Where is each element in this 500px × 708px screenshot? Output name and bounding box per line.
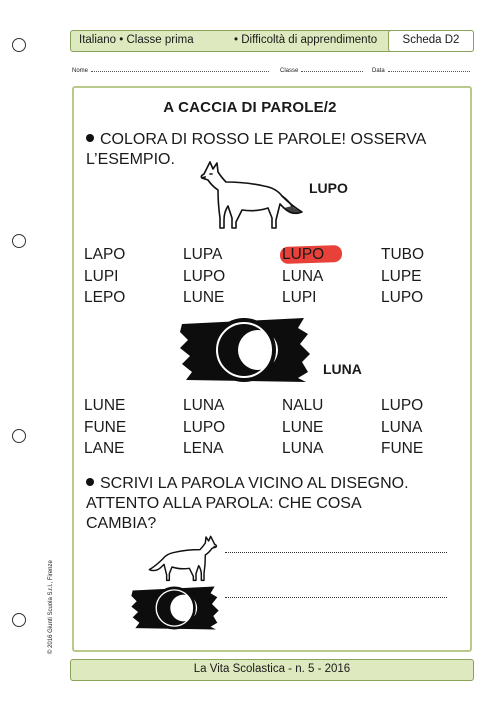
word-cell[interactable]: LUPE — [381, 267, 422, 285]
binder-hole-upper-middle — [12, 234, 26, 248]
word-cell[interactable]: LUPO — [183, 267, 226, 285]
footer-bar: La Vita Scolastica - n. 5 - 2016 — [70, 659, 474, 681]
instruction-write — [86, 474, 409, 534]
word-cell[interactable]: LENA — [183, 440, 224, 457]
grid-row — [84, 267, 454, 289]
grid-row — [84, 245, 454, 267]
binder-hole-bottom — [12, 613, 26, 627]
word-cell[interactable]: LUNA — [282, 267, 324, 285]
class-field[interactable] — [280, 66, 363, 74]
word-cell[interactable]: LUNA — [381, 418, 423, 436]
grid-row — [84, 418, 454, 440]
word-cell[interactable]: LUPA — [183, 246, 223, 263]
word-cell[interactable]: LUPI — [282, 289, 317, 306]
word-cell[interactable]: FUNE — [381, 440, 424, 457]
answer-line-wolf[interactable] — [225, 552, 447, 553]
word-cell[interactable]: LUPI — [84, 267, 119, 285]
instruction-color-line1: COLORA DI ROSSO LE PAROLE! OSSERVA — [100, 131, 427, 148]
grid-row — [84, 396, 454, 418]
instruction-write-line1: SCRIVI LA PAROLA VICINO AL DISEGNO. — [100, 475, 409, 492]
moon-illustration-small — [130, 585, 220, 631]
word-cell[interactable]: LANE — [84, 440, 125, 457]
word-grid-luna — [84, 396, 454, 461]
answer-line-moon[interactable] — [225, 597, 447, 598]
student-info-fields — [72, 66, 472, 80]
wolf-illustration — [196, 160, 304, 232]
wolf-label: LUPO — [309, 180, 348, 196]
word-cell[interactable]: LUNE — [84, 397, 126, 414]
header-topic: • Difficoltà di apprendimento — [234, 34, 378, 46]
bullet-icon — [86, 134, 94, 142]
word-cell[interactable]: NALU — [282, 397, 324, 414]
grid-row — [84, 439, 454, 461]
moon-label: LUNA — [323, 361, 362, 377]
word-cell[interactable]: LUNE — [282, 418, 324, 436]
word-cell[interactable]: LUPO — [381, 289, 424, 306]
word-cell-example-colored[interactable]: LUPO — [282, 245, 381, 267]
word-cell[interactable]: TUBO — [381, 246, 425, 263]
wolf-illustration-small — [148, 534, 220, 584]
class-label: Classe — [280, 68, 299, 74]
name-field[interactable] — [72, 66, 269, 74]
date-field[interactable] — [372, 66, 470, 74]
header-bar — [70, 30, 474, 52]
copyright-notice: © 2016 Giunti Scuola S.r.l., Firenze — [48, 560, 54, 654]
date-label: Data — [372, 68, 385, 74]
header-subject: Italiano • Classe prima — [79, 34, 194, 46]
moon-illustration — [178, 316, 312, 384]
instruction-write-line2: ATTENTO ALLA PAROLA: CHE COSA — [86, 495, 362, 512]
grid-row — [84, 288, 454, 310]
worksheet-tag: Scheda D2 — [388, 30, 474, 52]
word-cell[interactable]: LUNA — [183, 397, 225, 414]
word-cell[interactable]: FUNE — [84, 418, 127, 436]
binder-hole-lower-middle — [12, 429, 26, 443]
worksheet-title: A CACCIA DI PAROLE/2 — [163, 99, 337, 116]
word-cell[interactable]: LUPO — [183, 418, 226, 436]
instruction-write-line3: CAMBIA? — [86, 515, 157, 532]
bullet-icon — [86, 478, 94, 486]
word-cell[interactable]: LAPO — [84, 246, 126, 263]
name-label: Nome — [72, 68, 89, 74]
word-cell[interactable]: LEPO — [84, 289, 126, 306]
word-grid-lupo — [84, 245, 454, 310]
word-cell[interactable]: LUPO — [381, 397, 424, 414]
binder-hole-top — [12, 38, 26, 52]
word-cell[interactable]: LUNE — [183, 289, 225, 306]
word-cell[interactable]: LUNA — [282, 440, 324, 457]
instruction-color-line2: L’ESEMPIO. — [86, 151, 175, 168]
